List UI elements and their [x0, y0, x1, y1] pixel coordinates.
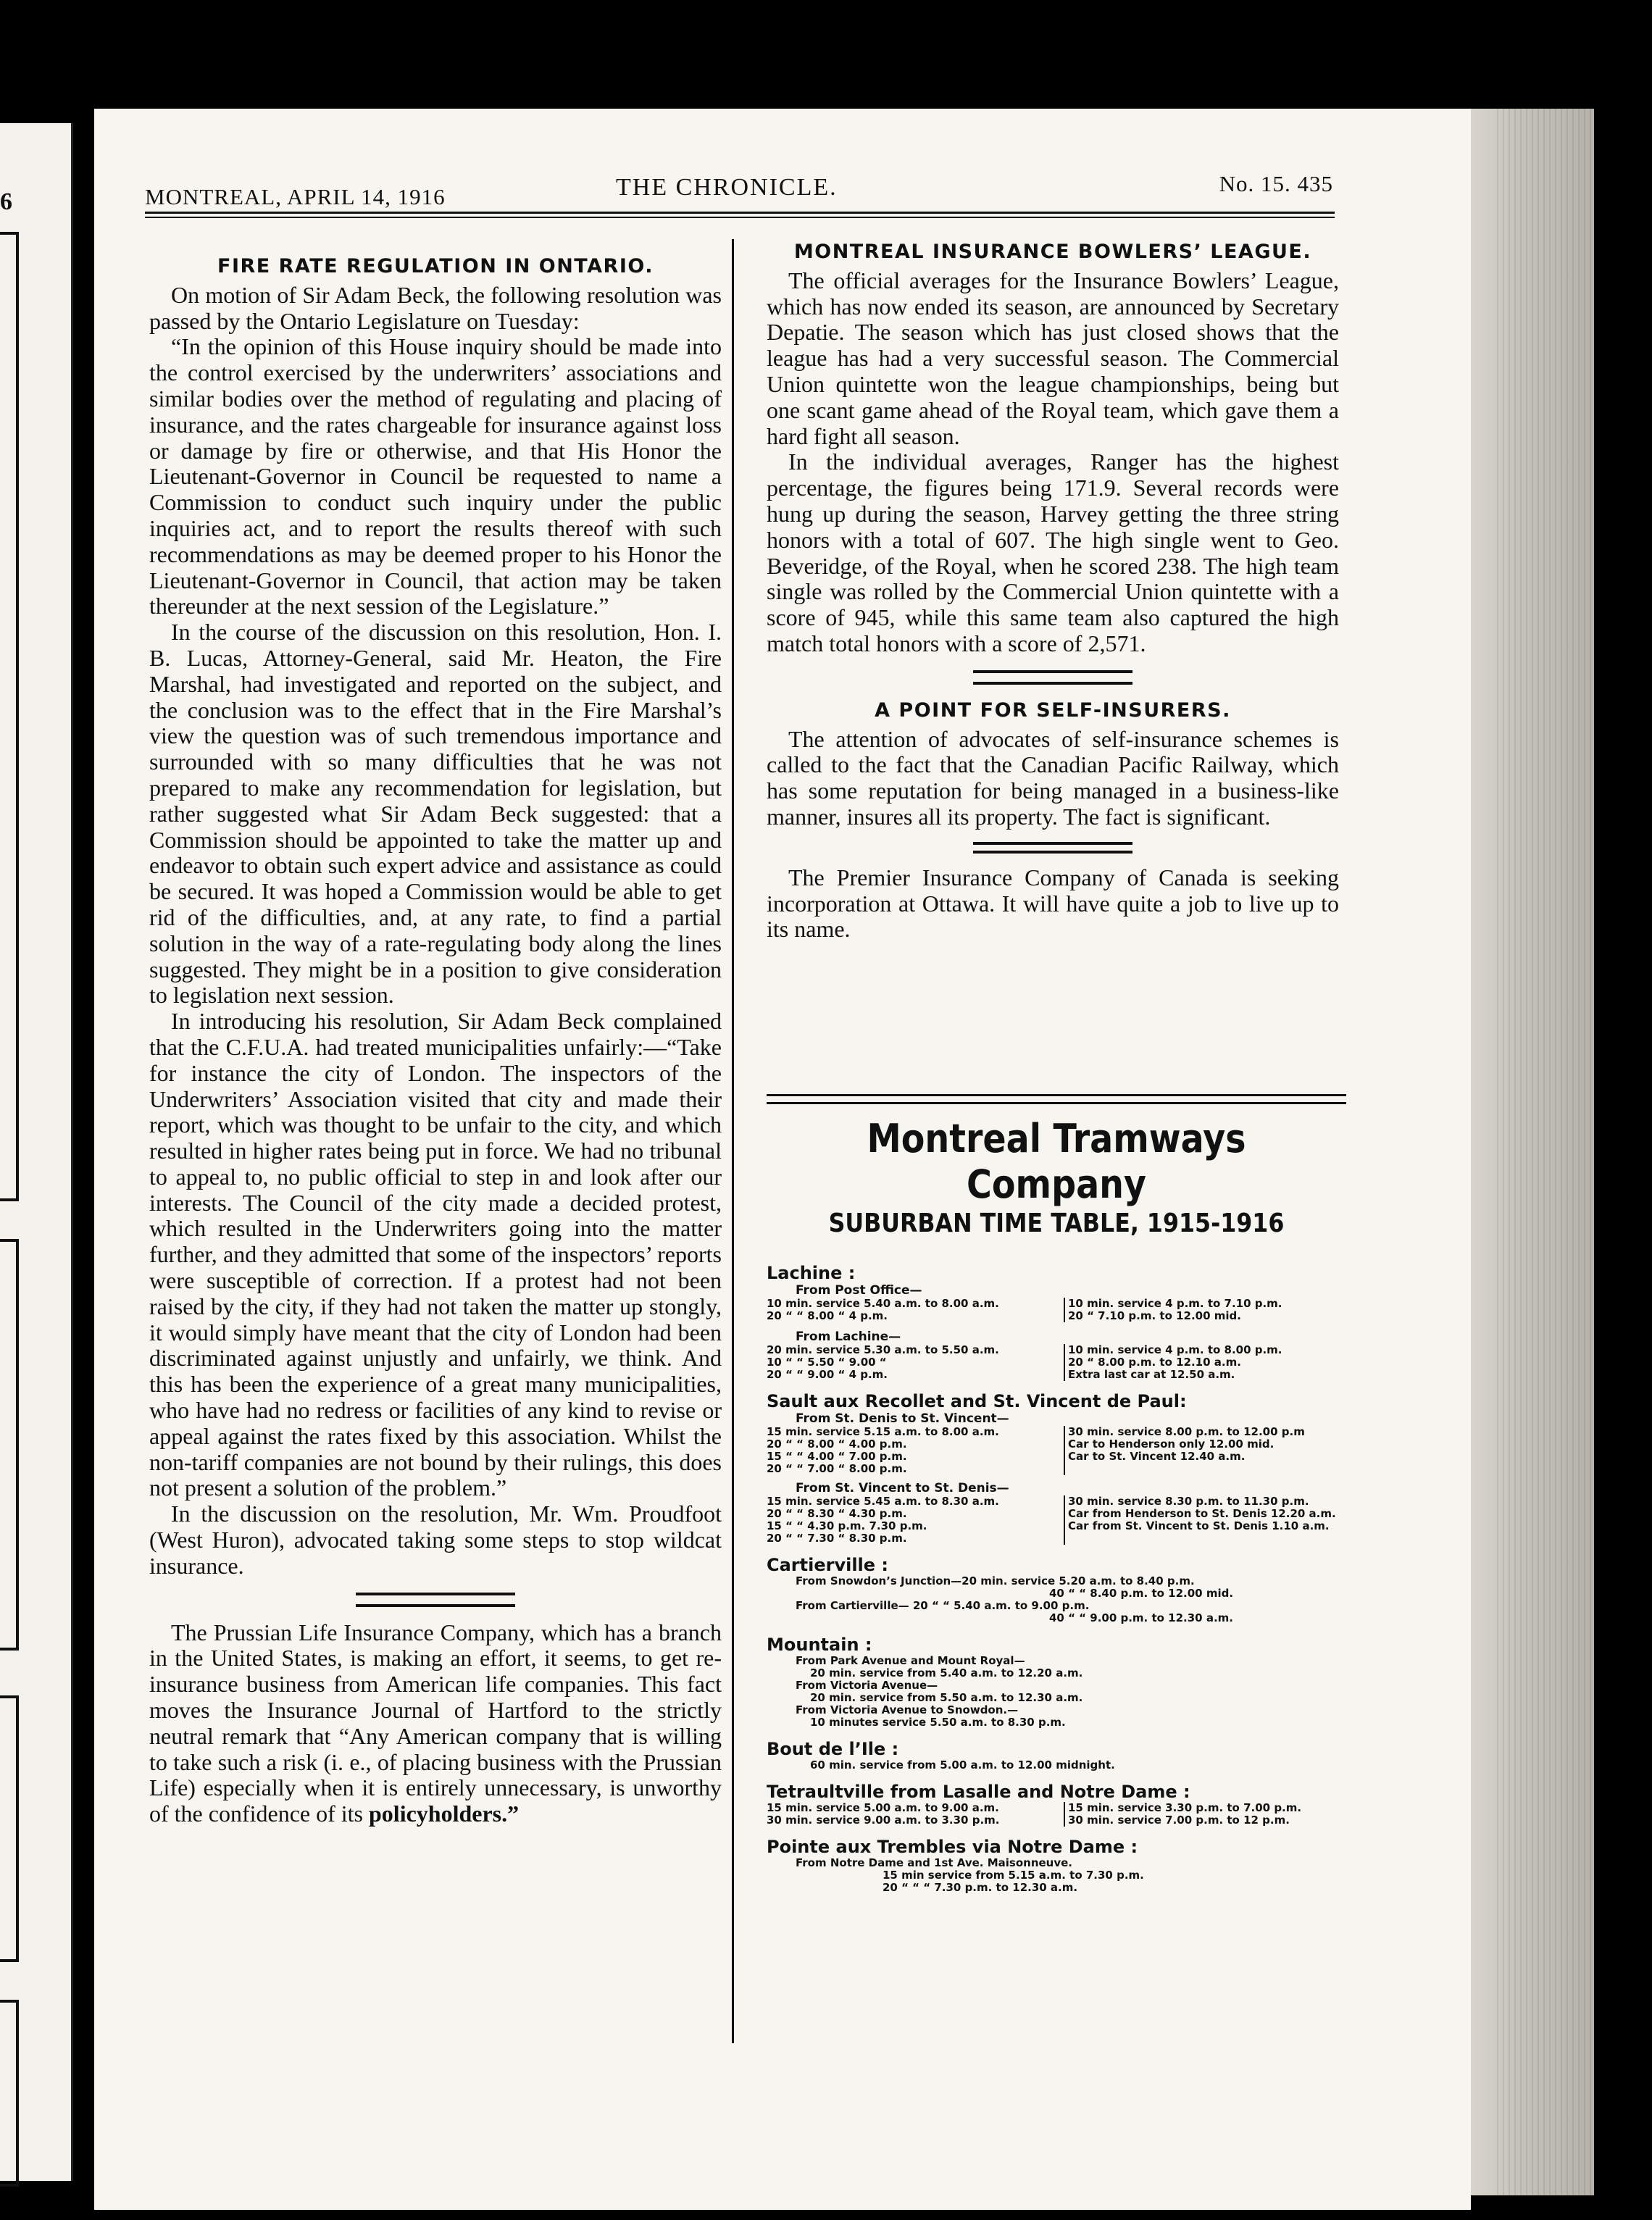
- left-column: [149, 254, 722, 1827]
- adjacent-border-box: [0, 1695, 19, 1962]
- header-rule: [145, 212, 1335, 218]
- section-heading: Cartierville :: [767, 1555, 889, 1575]
- timetable-row: 20 min. service 5.30 a.m. to 5.50 a.m. 10 min. service 4 p.m. to 8.00 p.m.: [767, 1344, 1346, 1356]
- timetable-row: 20 “ “ 7.00 “ 8.00 p.m.: [767, 1463, 1346, 1475]
- section-heading: Lachine :: [767, 1263, 856, 1283]
- section-separator: [973, 842, 1132, 854]
- section-heading: Bout de l’Ile :: [767, 1739, 899, 1759]
- prussian-text: The Prussian Life Insurance Company, which has a branch in the United States, is making an effort, it seems, to get re-insurance business from American life companies. This fact moves the Insurance Journal of Hartford to the strictly neutral remark that “Any American company that is willing to take such a risk (i. e., of placing business with the Prussian Life) especially when it is entirely unnecessary, is unworthy of the confidence of its: [149, 1619, 722, 1827]
- section-heading: Pointe aux Trembles via Notre Dame :: [767, 1837, 1138, 1857]
- timetable-row: 20 “ “ 8.00 “ 4.00 p.m. Car to Henderson only 12.00 mid.: [767, 1438, 1346, 1451]
- paragraph: In introducing his resolution, Sir Adam Beck complained that the C.F.U.A. had treated municipalities unfairly:—“Take for instance the city of London. The inspectors of the Underwriters’ Association visited that city and made their report, which was thought to be unfair to the city, and which resulted in higher rates being put in force. We had no tribunal to appeal to, no public official to step in and look after our interests. The Council of the city made a decided protest, which resulted in the Underwriters going into the matter further, and they admitted that some of the inspectors’ reports were susceptible of correction. If a protest had not been raised by the city, if they had not taken the matter up stongly, it would simply have meant that the city of London had been discriminated against unjustly and unfairly, we think. And this has been the experience of a great many municipalities, who have had no redress or facilities of any kind to revise or appeal against the rates fixed by this association. Whilst the non-tariff companies are not bound by their rulings, this does not present a solution of the problem.”: [149, 1008, 722, 1501]
- timetable-line: 40 “ “ 8.40 p.m. to 12.00 mid.: [1049, 1587, 1234, 1600]
- timetable-line: 20 “ “ “ 7.30 p.m. to 12.30 a.m.: [883, 1881, 1078, 1894]
- article-title-bowlers: MONTREAL INSURANCE BOWLERS’ LEAGUE.: [793, 241, 1312, 263]
- timetable-line: 60 min. service from 5.00 a.m. to 12.00 midnight.: [810, 1758, 1115, 1772]
- paragraph: In the course of the discussion on this resolution, Hon. I. B. Lucas, Attorney-General, said Mr. Heaton, the Fire Marshal, had investigated and reported on the subject, and the conclusion was to the effect that in the Fire Marshal’s view the question was of such tremendous importance and surrounded with so many difficulties that he was not prepared to make any recommendation for legislation, but rather suggested what Sir Adam Beck suggested: that a Commission should be appointed to take the matter up and endeavor to obtain such expert advice and assistance as could be secured. It was hoped a Commission would be able to get rid of the difficulties, and, at any rate, to find a partial solution in the way of a rate-regulating body along the lines suggested. They might be in a position to give consideration to legislation next session.: [149, 619, 722, 1009]
- timetable-row: 10 min. service 5.40 a.m. to 8.00 a.m. 10 min. service 4 p.m. to 7.10 p.m.: [767, 1298, 1346, 1310]
- route-from: From St. Vincent to St. Denis—: [796, 1481, 1009, 1495]
- ad-title: Montreal Tramways Company: [867, 1116, 1246, 1207]
- paragraph: In the discussion on the resolution, Mr. Wm. Proudfoot (West Huron), advocated taking some steps to stop wildcat insurance.: [149, 1501, 722, 1579]
- sault-section: [767, 1391, 1346, 1545]
- timetable-row: 30 min. service 9.00 a.m. to 3.30 p.m. 30 min. service 7.00 p.m. to 12 p.m.: [767, 1814, 1346, 1827]
- paragraph: The Premier Insurance Company of Canada is seeking incorporation at Ottawa. It will have quite a job to live up to its name.: [767, 864, 1339, 943]
- timetable-row: 20 “ “ 8.30 “ 4.30 p.m. Car from Henderson to St. Denis 12.20 a.m.: [767, 1508, 1346, 1520]
- timetable-row: 15 min. service 5.45 a.m. to 8.30 a.m. 30 min. service 8.30 p.m. to 11.30 p.m.: [767, 1495, 1346, 1508]
- paragraph: “In the opinion of this House inquiry should be made into the control exercised by the underwriters’ associations and similar bodies over the method of regulating and placing of insurance, and the rates chargeable for insurance against loss or damage by fire or otherwise, and that His Honor the Lieutenant-Governor in Council be requested to name a Commission to conduct such inquiry under the public inquiries act, and to report the results thereof with such recommendations as may be deemed proper to his Honor the Lieutenant-Governor in Council, that action may be taken thereunder at the next session of the Legislature.”: [149, 333, 722, 619]
- section-heading: Mountain :: [767, 1635, 872, 1655]
- timetable-line: From Cartierville— 20 “ “ 5.40 a.m. to 9.00 p.m.: [796, 1599, 1090, 1612]
- running-head: [145, 165, 1333, 209]
- adjacent-border-box: [0, 232, 19, 1201]
- lachine-section: [767, 1263, 1346, 1381]
- timetable-row: 15 “ “ 4.30 p.m. 7.30 p.m. Car from St. Vincent to St. Denis 1.10 a.m.: [767, 1520, 1346, 1532]
- cartierville-section: [767, 1555, 1346, 1624]
- timetable-line: From Snowdon’s Junction—20 min. service 5.20 a.m. to 8.40 p.m.: [796, 1574, 1195, 1587]
- prussian-tail: policyholders.”: [369, 1800, 520, 1827]
- paragraph: On motion of Sir Adam Beck, the following resolution was passed by the Ontario Legislature on Tuesday:: [149, 281, 722, 334]
- paragraph: The attention of advocates of self-insurance schemes is called to the fact that the Canadian Pacific Railway, which has some reputation for being managed in a business-like manner, insures all its property. The fact is significant.: [767, 725, 1339, 830]
- article-title-self-insurers: A POINT FOR SELF-INSURERS.: [875, 698, 1231, 722]
- timetable-line: From Notre Dame and 1st Ave. Maisonneuve.: [796, 1856, 1073, 1869]
- section-heading: Tetraultville from Lasalle and Notre Dame :: [767, 1782, 1190, 1802]
- adjacent-border-box: [0, 2000, 19, 2187]
- timetable-line: 40 “ “ 9.00 p.m. to 12.30 a.m.: [1049, 1611, 1233, 1624]
- article-title-fire-rate: FIRE RATE REGULATION IN ONTARIO.: [217, 255, 654, 278]
- timetable-line: 15 min service from 5.15 a.m. to 7.30 p.m.: [883, 1869, 1144, 1882]
- adjacent-page-number: 6: [0, 188, 12, 215]
- route-from: From St. Denis to St. Vincent—: [796, 1411, 1009, 1426]
- route-from: From Post Office—: [796, 1283, 922, 1298]
- timetable-line: From Park Avenue and Mount Royal—: [796, 1654, 1025, 1667]
- timetable-row: 20 “ “ 7.30 “ 8.30 p.m.: [767, 1532, 1346, 1545]
- tramways-advertisement: [767, 1109, 1346, 1894]
- paragraph: In the individual averages, Ranger has the highest percentage, the figures being 171.9. Several records were hung up during the season, Harvey getting the three string honors with a total of 607. The high single went to Geo. Beveridge, of the Royal, when he scored 238. The high team single was rolled by the Commercial Union quintette with a score of 945, while this same team also captured the high match total honors with a score of 2,571.: [767, 448, 1339, 656]
- header-issue-page: No. 15. 435: [1219, 171, 1333, 196]
- header-date: MONTREAL, APRIL 14, 1916: [145, 184, 446, 209]
- header-title: THE CHRONICLE.: [616, 174, 838, 201]
- page-edge-texture: [1493, 109, 1594, 2195]
- timetable-row: 20 “ “ 9.00 “ 4 p.m. Extra last car at 12.50 a.m.: [767, 1369, 1346, 1381]
- timetable-line: 10 minutes service 5.50 a.m. to 8.30 p.m.: [810, 1716, 1066, 1729]
- right-column: [767, 239, 1339, 943]
- timetable-line: 20 min. service from 5.50 a.m. to 12.30 a.m.: [810, 1691, 1083, 1704]
- tetraultville-section: [767, 1782, 1346, 1827]
- section-heading: Sault aux Recollet and St. Vincent de Paul:: [767, 1391, 1187, 1411]
- adjacent-border-box: [0, 1239, 19, 1651]
- timetable-row: 15 min. service 5.15 a.m. to 8.00 a.m. 30 min. service 8.00 p.m. to 12.00 p.m: [767, 1426, 1346, 1438]
- adjacent-page-strip: [0, 123, 73, 2181]
- pointe-section: [767, 1837, 1346, 1894]
- timetable-line: From Victoria Avenue—: [796, 1679, 938, 1692]
- column-rule: [732, 239, 734, 2043]
- route-from: From Lachine—: [796, 1330, 901, 1344]
- section-separator: [973, 670, 1132, 685]
- timetable-row: 10 “ “ 5.50 “ 9.00 “ 20 “ 8.00 p.m. to 12.10 a.m.: [767, 1356, 1346, 1369]
- paragraph: The official averages for the Insurance Bowlers’ League, which has now ended its season, are announced by Secretary Depatie. The season which has just closed shows that the league has had a very successful season. The Commercial Union quintette won the league championships, being but one scant game ahead of the Royal team, which gave them a hard fight all season.: [767, 267, 1339, 449]
- mountain-section: [767, 1635, 1346, 1729]
- ad-top-rule: [767, 1094, 1346, 1104]
- timetable-line: From Victoria Avenue to Snowdon.—: [796, 1703, 1019, 1716]
- timetable-line: 20 min. service from 5.40 a.m. to 12.20 a.m.: [810, 1666, 1083, 1679]
- timetable-row: 20 “ “ 8.00 “ 4 p.m. 20 “ 7.10 p.m. to 12.00 mid.: [767, 1310, 1346, 1322]
- section-separator: [356, 1593, 515, 1607]
- bout-section: [767, 1739, 1346, 1772]
- timetable-row: 15 “ “ 4.00 “ 7.00 p.m. Car to St. Vincent 12.40 a.m.: [767, 1451, 1346, 1463]
- timetable-row: 15 min. service 5.00 a.m. to 9.00 a.m. 15 min. service 3.30 p.m. to 7.00 p.m.: [767, 1802, 1346, 1814]
- ad-subtitle: SUBURBAN TIME TABLE, 1915-1916: [828, 1209, 1285, 1238]
- paragraph-prussian: [149, 1620, 722, 1827]
